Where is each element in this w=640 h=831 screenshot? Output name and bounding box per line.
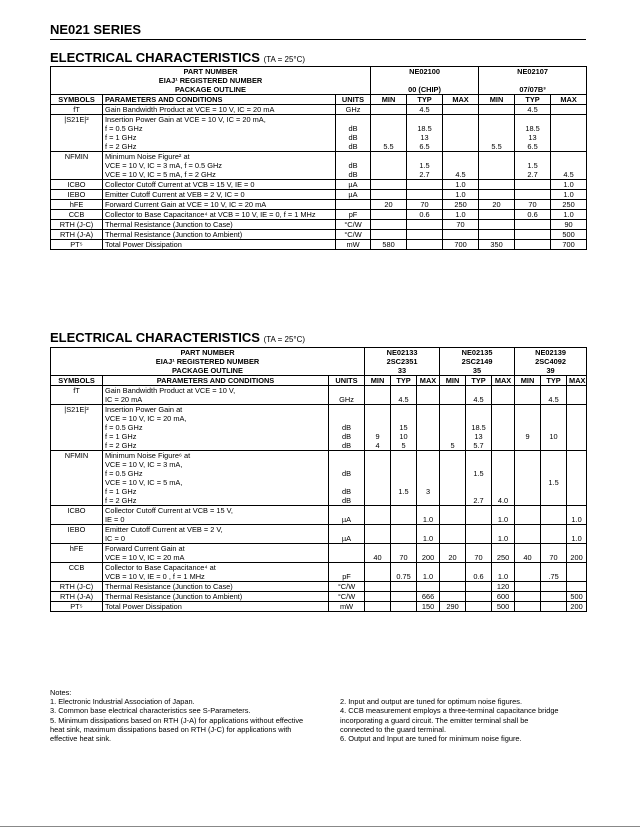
value-cell: [492, 386, 515, 405]
value-cell: 1.0: [492, 525, 515, 544]
value-cell: [479, 210, 515, 220]
value-cell: [391, 602, 417, 612]
units-cell: °C/W: [336, 230, 371, 240]
value-cell: 3: [417, 451, 440, 506]
value-cell: [515, 386, 541, 405]
value-cell: 1.5 2.7: [515, 152, 551, 180]
value-cell: 1.0: [443, 180, 479, 190]
col-min: MIN: [365, 376, 391, 386]
value-cell: 20: [440, 544, 466, 563]
value-cell: 250: [492, 544, 515, 563]
symbol-cell: RTH (J-C): [51, 582, 103, 592]
value-cell: 200: [417, 544, 440, 563]
symbol-cell: RTH (J-C): [51, 220, 103, 230]
col-min: MIN: [479, 95, 515, 105]
value-cell: [479, 220, 515, 230]
part-number: NE02107: [517, 67, 548, 76]
units-cell: dB dB: [336, 152, 371, 180]
table-row: [51, 525, 587, 544]
value-cell: 1.0: [551, 190, 587, 200]
value-cell: 4.5: [443, 152, 479, 180]
table-row: [51, 592, 587, 602]
section1-title: ELECTRICAL CHARACTERISTICS: [50, 50, 260, 65]
value-cell: [407, 180, 443, 190]
col-typ: TYP: [391, 376, 417, 386]
value-cell: [567, 563, 587, 582]
parameter-cell: Insertion Power Gain at VCE = 10 V, IC = 20 mA, f = 0.5 GHz f = 1 GHz f = 2 GHz: [103, 115, 336, 152]
value-cell: [371, 105, 407, 115]
value-cell: [365, 602, 391, 612]
part-header-ne02135: [440, 348, 515, 376]
section2-heading: [50, 330, 305, 345]
value-cell: [515, 180, 551, 190]
symbol-cell: PT⁵: [51, 240, 103, 250]
col-typ: TYP: [515, 95, 551, 105]
parameter-cell: Thermal Resistance (Junction to Case): [103, 220, 336, 230]
package-outline: 07/07B³: [519, 85, 546, 94]
value-cell: 20: [371, 200, 407, 210]
note-4: 4. CCB measurement employs a three-terminal capacitance bridge incorporating a guard circuit. The emitter terminal shall be connected to the guard terminal.: [340, 706, 559, 734]
symbol-cell: RTH (J-A): [51, 230, 103, 240]
value-cell: [479, 190, 515, 200]
parameter-cell: Insertion Power Gain at VCE = 10 V, IC = 20 mA, f = 0.5 GHz f = 1 GHz f = 2 GHz: [103, 405, 329, 451]
value-cell: [440, 563, 466, 582]
value-cell: 200: [567, 544, 587, 563]
value-cell: [541, 525, 567, 544]
characteristics-table-2: [50, 347, 587, 612]
part-number: NE02133: [386, 348, 418, 357]
units-cell: °C/W: [336, 220, 371, 230]
value-cell: [440, 386, 466, 405]
value-cell: [365, 582, 391, 592]
units-cell: [336, 200, 371, 210]
units-cell: µA: [329, 506, 365, 525]
value-cell: 1.0: [417, 525, 440, 544]
parameter-cell: Collector Cutoff Current at VCB = 15 V, IE = 0: [103, 180, 336, 190]
value-cell: [479, 180, 515, 190]
parameter-cell: Gain Bandwidth Product at VCE = 10 V, IC = 20 mA: [103, 105, 336, 115]
col-symbols: SYMBOLS: [51, 95, 103, 105]
value-cell: 1.5: [391, 451, 417, 506]
value-cell: [371, 190, 407, 200]
value-cell: 20: [479, 200, 515, 210]
col-typ: TYP: [466, 376, 492, 386]
symbol-cell: hFE: [51, 544, 103, 563]
table-row: [51, 405, 587, 451]
units-cell: dB dB dB: [329, 451, 365, 506]
col-typ: TYP: [407, 95, 443, 105]
part-header-label: PART NUMBER EIAJ¹ REGISTERED NUMBER PACKAGE OUTLINE: [51, 67, 371, 95]
table-row: [51, 240, 587, 250]
eiaj-number: 2SC4092: [535, 357, 566, 366]
value-cell: [371, 220, 407, 230]
part-number: NE02100: [409, 67, 440, 76]
value-cell: 4.5: [391, 386, 417, 405]
value-cell: [515, 563, 541, 582]
part-header-ne02107: [479, 67, 587, 95]
symbol-cell: |S21E|²: [51, 405, 103, 451]
parameter-cell: Minimum Noise Figure⁶ at VCE = 10 V, IC = 3 mA, f = 0.5 GHz VCE = 10 V, IC = 5 mA, f = 1 GHz f = 2 GHz: [103, 451, 329, 506]
value-cell: 1.0: [417, 506, 440, 525]
value-cell: [365, 386, 391, 405]
col-max: MAX: [551, 95, 587, 105]
symbol-cell: NFMIN: [51, 152, 103, 180]
symbol-cell: IEBO: [51, 190, 103, 200]
value-cell: 250: [551, 200, 587, 210]
parameter-cell: Collector to Base Capacitance⁴ at VCB = 10 V, IE = 0, f = 1 MHz: [103, 210, 336, 220]
note-6: 6. Output and Input are tuned for minimum noise figure.: [340, 734, 522, 744]
notes-right-column: [340, 697, 590, 743]
parameter-cell: Forward Current Gain at VCE = 10 V, IC = 20 mA: [103, 200, 336, 210]
value-cell: 200: [567, 602, 587, 612]
table-row: [51, 210, 587, 220]
value-cell: [371, 180, 407, 190]
value-cell: 700: [443, 240, 479, 250]
value-cell: [515, 592, 541, 602]
section2-title: ELECTRICAL CHARACTERISTICS: [50, 330, 260, 345]
parameter-cell: Thermal Resistance (Junction to Ambient): [103, 592, 329, 602]
symbol-cell: CCB: [51, 210, 103, 220]
part-header-label: PART NUMBER EIAJ¹ REGISTERED NUMBER PACKAGE OUTLINE: [51, 348, 365, 376]
parameter-cell: Collector to Base Capacitance⁴ at VCB = 10 V, IE = 0 , f = 1 MHz: [103, 563, 329, 582]
package-outline: 33: [397, 366, 407, 375]
value-cell: [551, 105, 587, 115]
value-cell: [365, 451, 391, 506]
value-cell: 0.6: [515, 210, 551, 220]
value-cell: [515, 582, 541, 592]
units-cell: pF: [336, 210, 371, 220]
symbol-cell: hFE: [51, 200, 103, 210]
section1-heading: [50, 50, 305, 65]
table-row: [51, 230, 587, 240]
table-row: [51, 386, 587, 405]
value-cell: [371, 210, 407, 220]
value-cell: 4.5: [466, 386, 492, 405]
value-cell: [567, 582, 587, 592]
value-cell: 0.6: [407, 210, 443, 220]
value-cell: 1.0: [443, 210, 479, 220]
part-header-ne02100: [371, 67, 479, 95]
characteristics-table-1: [50, 66, 587, 250]
notes-title: Notes:: [50, 688, 72, 697]
table-row: [51, 451, 587, 506]
col-min: MIN: [515, 376, 541, 386]
note-3: 3. Common base electrical characteristics see S-Parameters.: [50, 706, 251, 716]
value-cell: 18.5 13 6.5: [407, 115, 443, 152]
part-number: NE02139: [535, 348, 566, 357]
value-cell: [371, 230, 407, 240]
value-cell: [541, 592, 567, 602]
parameter-cell: Emitter Cutoff Current at VEB = 2 V, IC = 0: [103, 190, 336, 200]
value-cell: 666: [417, 592, 440, 602]
value-cell: 90: [551, 220, 587, 230]
units-cell: dB dB dB: [336, 115, 371, 152]
col-units: UNITS: [336, 95, 371, 105]
parameter-cell: Total Power Dissipation: [103, 240, 336, 250]
notes-left-column: [50, 697, 340, 743]
value-cell: 150: [417, 602, 440, 612]
parameter-cell: Gain Bandwidth Product at VCE = 10 V, IC = 20 mA: [103, 386, 329, 405]
units-cell: µA: [329, 525, 365, 544]
value-cell: [515, 240, 551, 250]
value-cell: 18.5 13 5.7: [466, 405, 492, 451]
symbol-cell: IEBO: [51, 525, 103, 544]
table-row: [51, 200, 587, 210]
value-cell: [407, 190, 443, 200]
value-cell: 70: [391, 544, 417, 563]
table-row: [51, 563, 587, 582]
value-cell: [365, 506, 391, 525]
value-cell: 9: [515, 405, 541, 451]
units-cell: GHz: [329, 386, 365, 405]
symbol-cell: fT: [51, 105, 103, 115]
value-cell: [417, 386, 440, 405]
units-cell: [329, 544, 365, 563]
value-cell: 15 10 5: [391, 405, 417, 451]
value-cell: 0.6: [466, 563, 492, 582]
table-row: [51, 190, 587, 200]
symbol-cell: |S21E|²: [51, 115, 103, 152]
bottom-rule: [0, 826, 640, 827]
value-cell: 70: [407, 200, 443, 210]
value-cell: 580: [371, 240, 407, 250]
value-cell: [551, 115, 587, 152]
units-cell: pF: [329, 563, 365, 582]
value-cell: 600: [492, 592, 515, 602]
value-cell: [391, 525, 417, 544]
value-cell: .75: [541, 563, 567, 582]
value-cell: 4.5: [407, 105, 443, 115]
value-cell: 1.5 2.7: [466, 451, 492, 506]
value-cell: 0.75: [391, 563, 417, 582]
value-cell: 40: [515, 544, 541, 563]
value-cell: 40: [365, 544, 391, 563]
value-cell: 70: [541, 544, 567, 563]
value-cell: 1.0: [492, 563, 515, 582]
value-cell: [515, 220, 551, 230]
value-cell: 9 4: [365, 405, 391, 451]
col-params: PARAMETERS AND CONDITIONS: [103, 376, 329, 386]
symbol-cell: ICBO: [51, 180, 103, 190]
value-cell: 1.0: [567, 506, 587, 525]
value-cell: [466, 506, 492, 525]
parameter-cell: Total Power Dissipation: [103, 602, 329, 612]
col-max: MAX: [567, 376, 587, 386]
value-cell: 1.0: [551, 210, 587, 220]
value-cell: 4.5: [515, 105, 551, 115]
symbol-cell: ICBO: [51, 506, 103, 525]
value-cell: [479, 105, 515, 115]
table-row: [51, 115, 587, 152]
value-cell: 350: [479, 240, 515, 250]
table-row: [51, 506, 587, 525]
value-cell: 1.5: [541, 451, 567, 506]
eiaj-number: 2SC2351: [386, 357, 418, 366]
value-cell: [365, 525, 391, 544]
value-cell: [440, 506, 466, 525]
value-cell: [515, 506, 541, 525]
value-cell: [391, 582, 417, 592]
value-cell: [515, 190, 551, 200]
section2-condition: (TA = 25°C): [263, 335, 306, 344]
value-cell: 500: [551, 230, 587, 240]
series-title: NE021 SERIES: [50, 22, 142, 37]
units-cell: GHz: [336, 105, 371, 115]
value-cell: [515, 525, 541, 544]
table-row: [51, 582, 587, 592]
value-cell: [407, 220, 443, 230]
package-outline: 00 (CHIP): [408, 85, 441, 94]
value-cell: [541, 582, 567, 592]
table-row: [51, 180, 587, 190]
package-outline: 39: [546, 366, 555, 375]
value-cell: [466, 602, 492, 612]
units-cell: µA: [336, 190, 371, 200]
col-min: MIN: [440, 376, 466, 386]
value-cell: [515, 230, 551, 240]
value-cell: 500: [492, 602, 515, 612]
value-cell: [466, 592, 492, 602]
value-cell: [479, 230, 515, 240]
value-cell: [567, 451, 587, 506]
value-cell: [515, 451, 541, 506]
section1-condition: (TA = 25°C): [263, 55, 306, 64]
col-units: UNITS: [329, 376, 365, 386]
value-cell: 290: [440, 602, 466, 612]
value-cell: 4.0: [492, 451, 515, 506]
value-cell: [466, 582, 492, 592]
col-max: MAX: [417, 376, 440, 386]
notes-section: [50, 688, 590, 744]
symbol-cell: fT: [51, 386, 103, 405]
value-cell: 4.5: [541, 386, 567, 405]
col-min: MIN: [371, 95, 407, 105]
units-cell: °C/W: [329, 582, 365, 592]
parameter-cell: Forward Current Gain at VCE = 10 V, IC = 20 mA: [103, 544, 329, 563]
part-header-ne02139: [515, 348, 587, 376]
value-cell: 5: [440, 405, 466, 451]
package-outline: 35: [472, 366, 482, 375]
table-row: [51, 602, 587, 612]
value-cell: [407, 230, 443, 240]
value-cell: 10: [541, 405, 567, 451]
units-cell: mW: [329, 602, 365, 612]
value-cell: [440, 592, 466, 602]
value-cell: 5.5: [479, 115, 515, 152]
note-1: 1. Electronic Industrial Association of Japan.: [50, 697, 195, 706]
value-cell: [443, 230, 479, 240]
eiaj-number: 2SC2149: [461, 357, 493, 366]
value-cell: 250: [443, 200, 479, 210]
symbol-cell: CCB: [51, 563, 103, 582]
value-cell: 1.0: [492, 506, 515, 525]
units-cell: mW: [336, 240, 371, 250]
value-cell: 1.0: [443, 190, 479, 200]
col-typ: TYP: [541, 376, 567, 386]
top-rule: [50, 39, 586, 40]
value-cell: 70: [466, 544, 492, 563]
value-cell: [440, 525, 466, 544]
note-2: 2. Input and output are tuned for optimum noise figures.: [340, 697, 523, 706]
value-cell: 18.5 13 6.5: [515, 115, 551, 152]
col-max: MAX: [443, 95, 479, 105]
value-cell: [365, 592, 391, 602]
value-cell: 1.0: [567, 525, 587, 544]
symbol-cell: RTH (J-A): [51, 592, 103, 602]
value-cell: 500: [567, 592, 587, 602]
parameter-cell: Thermal Resistance (Junction to Case): [103, 582, 329, 592]
symbol-cell: NFMIN: [51, 451, 103, 506]
value-cell: 5.5: [371, 115, 407, 152]
table-row: [51, 152, 587, 180]
table-row: [51, 105, 587, 115]
value-cell: [440, 451, 466, 506]
units-cell: dB dB dB: [329, 405, 365, 451]
part-header-ne02133: [365, 348, 440, 376]
units-cell: µA: [336, 180, 371, 190]
value-cell: [391, 506, 417, 525]
value-cell: [440, 582, 466, 592]
value-cell: [567, 405, 587, 451]
value-cell: [479, 152, 515, 180]
value-cell: [443, 105, 479, 115]
parameter-cell: Emitter Cutoff Current at VEB = 2 V, IC = 0: [103, 525, 329, 544]
parameter-cell: Collector Cutoff Current at VCB = 15 V, IE = 0: [103, 506, 329, 525]
value-cell: 4.5: [551, 152, 587, 180]
value-cell: [541, 602, 567, 612]
value-cell: [391, 592, 417, 602]
value-cell: [492, 405, 515, 451]
table-row: [51, 544, 587, 563]
table-row: [51, 220, 587, 230]
value-cell: 120: [492, 582, 515, 592]
value-cell: 700: [551, 240, 587, 250]
part-number: NE02135: [461, 348, 493, 357]
note-5: 5. Minimum dissipations based on RTH (J-A) for applications without effective heat sink, maximum dissipations based on RTH (J-C) for applications with effective heat sink.: [50, 715, 304, 744]
value-cell: [417, 582, 440, 592]
value-cell: [417, 405, 440, 451]
value-cell: 1.0: [551, 180, 587, 190]
col-symbols: SYMBOLS: [51, 376, 103, 386]
value-cell: [515, 602, 541, 612]
value-cell: [407, 240, 443, 250]
value-cell: 1.0: [417, 563, 440, 582]
value-cell: [371, 152, 407, 180]
value-cell: [365, 563, 391, 582]
value-cell: [541, 506, 567, 525]
value-cell: 70: [515, 200, 551, 210]
symbol-cell: PT⁵: [51, 602, 103, 612]
col-params: PARAMETERS AND CONDITIONS: [103, 95, 336, 105]
value-cell: 70: [443, 220, 479, 230]
parameter-cell: Minimum Noise Figure² at VCE = 10 V, IC = 3 mA, f = 0.5 GHz VCE = 10 V, IC = 5 mA, f = 2 GHz: [103, 152, 336, 180]
parameter-cell: Thermal Resistance (Junction to Ambient): [103, 230, 336, 240]
value-cell: [443, 115, 479, 152]
value-cell: [466, 525, 492, 544]
col-max: MAX: [492, 376, 515, 386]
value-cell: [567, 386, 587, 405]
units-cell: °C/W: [329, 592, 365, 602]
value-cell: 1.5 2.7: [407, 152, 443, 180]
